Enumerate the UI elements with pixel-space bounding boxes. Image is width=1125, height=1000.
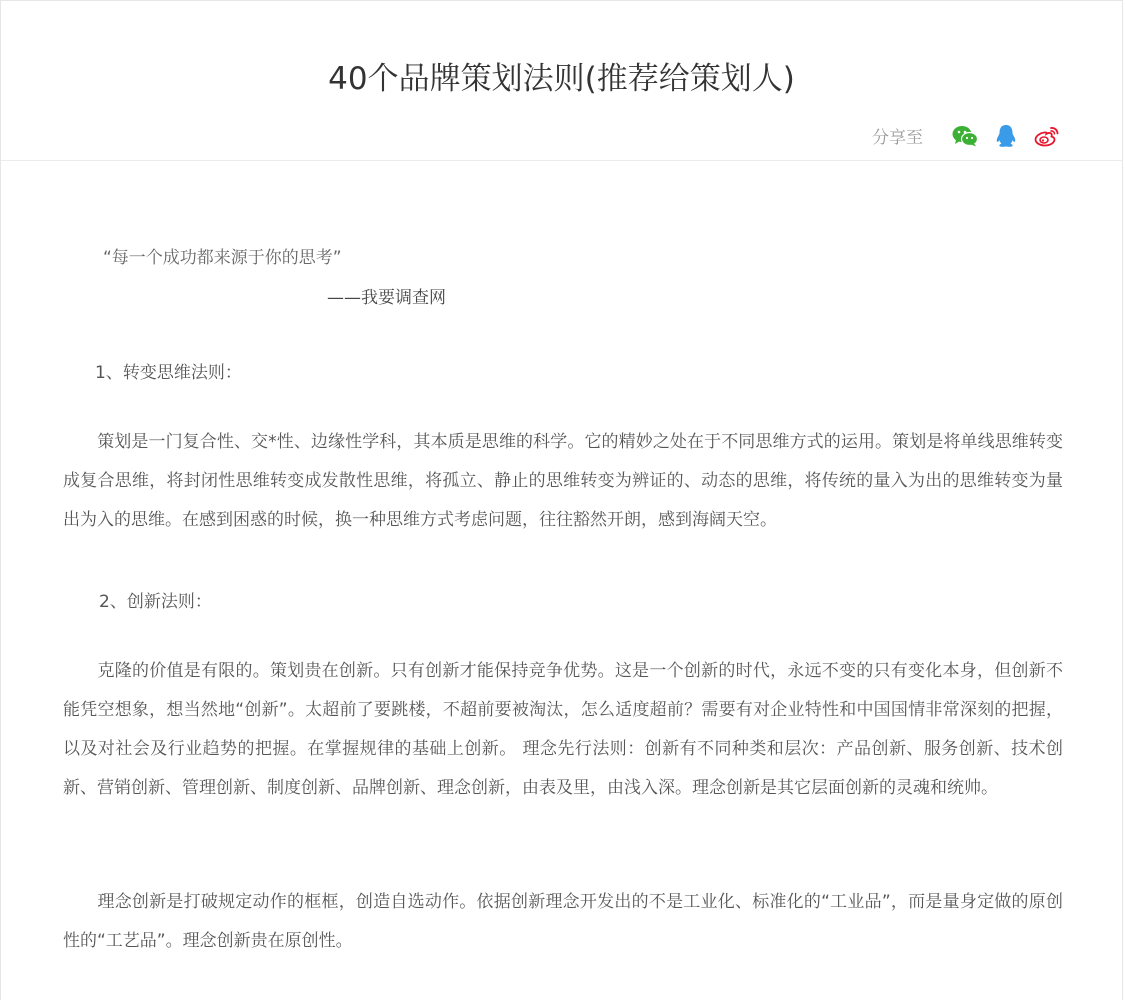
article-header (1, 1, 1122, 161)
article-paragraph: 理念创新是打破规定动作的框框，创造自选动作。依据创新理念开发出的不是工业化、标准化的“工业品”，而是量身定做的原创性的“工艺品”。理念创新贵在原创性。 (63, 892, 1063, 951)
article-title: 40个品牌策划法则(推荐给策划人) (328, 61, 795, 97)
weibo-icon (1034, 125, 1060, 147)
quote-source: ——我要调查网 (327, 288, 446, 308)
quote-text: “每一个成功都来源于你的思考” (103, 248, 342, 268)
share-qq-button[interactable] (992, 124, 1019, 148)
qq-icon (995, 124, 1017, 148)
section-heading: 2、创新法则： (99, 592, 212, 612)
article-paragraph: 策划是一门复合性、交*性、边缘性学科，其本质是思维的科学。它的精妙之处在于不同思维方式的运用。策划是将单线思维转变成复合思维，将封闭性思维转变成发散性思维，将孤立、静止的思维转变为辨证的、动态的思维，将传统的量入为出的思维转变为量出为入的思维。在感到困惑的时候，换一种思维方式考虑问题，往往豁然开朗，感到海阔天空。 (63, 432, 1063, 530)
article-paragraph: 克隆的价值是有限的。策划贵在创新。只有创新才能保持竞争优势。这是一个创新的时代，永远不变的只有变化本身，但创新不能凭空想象，想当然地“创新”。太超前了要跳楼，不超前要被淘汰，怎么适度超前？需要有对企业特性和中国国情非常深刻的把握，以及对社会及行业趋势的把握。在掌握规律的基础上创新。 理念先行法则：创新有不同种类和层次：产品创新、服务创新、技术创新、营销创新、管理创新、制度创新、品牌创新、理念创新，由表及里，由浅入深。理念创新是其它层面创新的灵魂和统帅。 (63, 661, 1063, 798)
share-label: 分享至 (872, 128, 923, 148)
share-wechat-button[interactable] (951, 124, 978, 148)
share-weibo-button[interactable] (1033, 124, 1060, 148)
wechat-icon (952, 125, 978, 147)
share-bar (872, 123, 1060, 148)
section-heading: 1、转变思维法则： (95, 363, 242, 383)
